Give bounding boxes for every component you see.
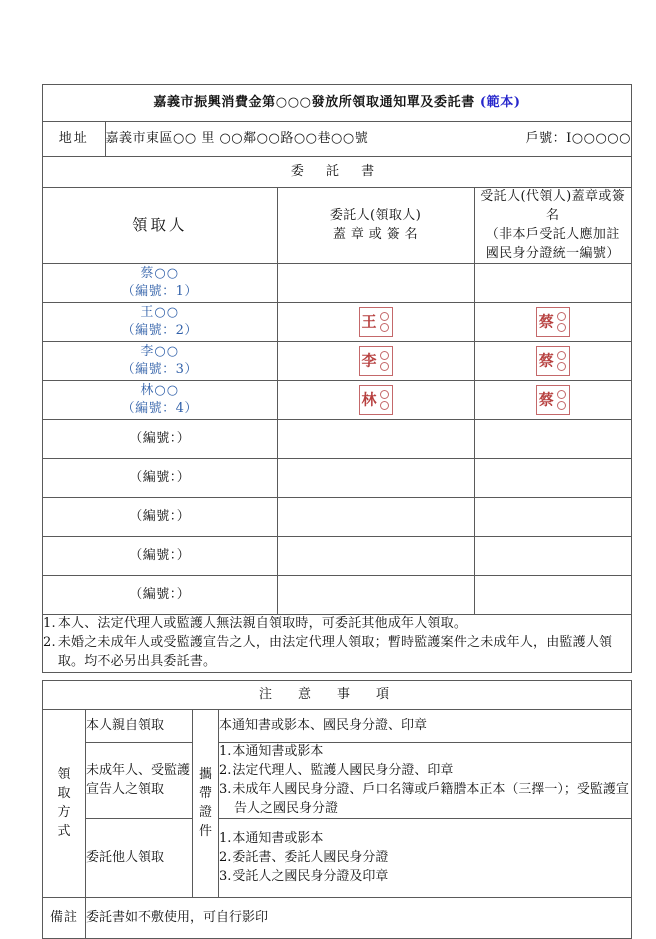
receiver-cell <box>43 498 277 537</box>
document-text: 本通知書或影本、國民身分證、印章 <box>219 717 428 733</box>
table-row <box>43 381 631 420</box>
receiver-id: （編號：） <box>129 469 191 485</box>
notice-row <box>43 819 632 898</box>
table-row <box>43 420 631 459</box>
receiver-cell <box>43 342 277 381</box>
document-text: 未成年人國民身分證、戶口名簿或戶籍謄本正本（三擇一）；受監護宣 <box>232 781 629 797</box>
seal-stamp <box>359 385 393 415</box>
documents-cell <box>219 743 632 819</box>
notice-rows <box>43 710 632 898</box>
receiver-name: 王○○ <box>140 304 180 320</box>
receiver-cell <box>43 264 277 303</box>
header-agent-line3: 國民身分證統一編號） <box>485 245 620 261</box>
title-sample-mark: (範本) <box>479 94 521 110</box>
document-number: 1. <box>219 831 232 847</box>
document-text: 本通知書或影本 <box>232 831 324 847</box>
seal-circle-icon <box>557 401 566 410</box>
documents-cell <box>219 819 632 898</box>
address-value: 嘉義市東區○○ 里 ○○鄰○○路○○巷○○號 <box>105 130 369 146</box>
document-line <box>219 849 631 868</box>
document-continuation: 告人之國民身分證 <box>234 800 339 816</box>
document-number: 1. <box>219 744 232 759</box>
documents-label-char: 件 <box>198 823 212 839</box>
document-line <box>219 830 631 849</box>
document-number: 3. <box>219 781 232 797</box>
receiver-name: 李○○ <box>140 343 180 359</box>
seal-circle-icon <box>380 312 389 321</box>
seal-character: 李 <box>361 351 377 370</box>
seal-stamp <box>359 307 393 337</box>
seal-character: 蔡 <box>538 390 554 409</box>
seal-circle-icon <box>557 323 566 332</box>
agent-seal-cell[interactable] <box>474 498 631 537</box>
receiver-id: （編號：） <box>129 508 191 524</box>
table-row <box>43 576 631 615</box>
header-agent-line1: 受託人(代領人)蓋章或簽名 <box>480 189 626 223</box>
document-text: 受託人之國民身分證及印章 <box>232 868 389 884</box>
receiver-cell <box>43 381 277 420</box>
principal-seal-cell[interactable] <box>277 303 474 342</box>
method-cell: 委託他人領取 <box>86 819 193 898</box>
notice-table <box>42 680 632 939</box>
agent-seal-cell[interactable] <box>474 576 631 615</box>
main-form-table <box>43 85 631 672</box>
table-row <box>43 264 631 303</box>
document-text: 委託書、委託人國民身分證 <box>232 849 389 865</box>
household-number: 戶號：I○○○○○ <box>525 130 631 146</box>
seal-circle-icon <box>380 323 389 332</box>
table-row <box>43 498 631 537</box>
agent-seal-cell[interactable] <box>474 537 631 576</box>
principal-seal-cell[interactable] <box>277 381 474 420</box>
seal-circle-icon <box>557 312 566 321</box>
agent-seal-cell[interactable] <box>474 381 631 420</box>
seal-circle-icon <box>557 362 566 371</box>
document-line <box>219 868 631 887</box>
title-text: 嘉義市振興消費金第○○○發放所領取通知單及委託書 <box>153 94 480 110</box>
note-number: 2. <box>43 635 56 651</box>
document-text: 法定代理人、監護人國民身分證、印章 <box>232 762 454 778</box>
method-cell: 未成年人、受監護宣告人之領取 <box>86 743 193 819</box>
principal-seal-cell[interactable] <box>277 264 474 303</box>
seal-circle-icon <box>380 390 389 399</box>
seal-stamp <box>536 346 570 376</box>
agent-seal-cell[interactable] <box>474 303 631 342</box>
principal-seal-cell[interactable] <box>277 342 474 381</box>
seal-circle-icon <box>380 401 389 410</box>
principal-seal-cell[interactable] <box>277 498 474 537</box>
receiver-cell <box>43 537 277 576</box>
receiver-cell <box>43 459 277 498</box>
notice-title: 注意事項 <box>43 681 632 710</box>
document-number: 2. <box>219 849 232 865</box>
notes-block <box>43 615 631 672</box>
documents-label-char: 攜 <box>198 767 212 782</box>
receiver-id: （編號：） <box>129 586 191 602</box>
document-number: 3. <box>219 868 232 884</box>
proxy-rows <box>43 264 631 615</box>
documents-label-char: 帶 <box>198 785 212 801</box>
note-number: 1. <box>43 616 56 632</box>
receiver-cell <box>43 420 277 459</box>
principal-seal-cell[interactable] <box>277 420 474 459</box>
seal-stamp <box>359 346 393 376</box>
notice-row <box>43 710 632 743</box>
receiver-name: 蔡○○ <box>140 265 180 281</box>
notice-title-row <box>43 681 632 710</box>
agent-seal-cell[interactable] <box>474 459 631 498</box>
document-line <box>219 762 631 781</box>
document-line <box>219 717 631 736</box>
remark-label: 備註 <box>43 898 86 939</box>
receiver-name: 林○○ <box>140 382 180 398</box>
receiver-id: （編號：4） <box>121 401 198 417</box>
method-label-char: 式 <box>57 823 71 839</box>
proxy-banner-row <box>43 157 631 188</box>
seal-character: 王 <box>361 312 377 331</box>
notice-row <box>43 743 632 819</box>
agent-seal-cell[interactable] <box>474 342 631 381</box>
principal-seal-cell[interactable] <box>277 537 474 576</box>
method-label-char: 取 <box>57 785 71 801</box>
method-label-char: 方 <box>57 804 71 820</box>
note-text: 本人、法定代理人或監護人無法親自領取時，可委託其他成年人領取。 <box>57 616 468 632</box>
document-line <box>219 743 631 762</box>
documents-cell <box>219 710 632 743</box>
receiver-id: （編號：2） <box>121 323 198 339</box>
header-principal-line2: 蓋 章 或 簽 名 <box>332 226 419 242</box>
proxy-header-row <box>43 188 631 264</box>
table-row <box>43 537 631 576</box>
documents-label-char: 證 <box>198 804 212 820</box>
method-label-char: 領 <box>57 767 71 782</box>
form-title <box>43 85 631 122</box>
receiver-id: （編號：） <box>129 430 191 446</box>
seal-stamp <box>536 385 570 415</box>
title-row <box>43 85 631 122</box>
receiver-id: （編號：1） <box>121 284 198 300</box>
table-row <box>43 459 631 498</box>
seal-circle-icon <box>380 362 389 371</box>
documents-label <box>193 710 219 898</box>
seal-circle-icon <box>557 390 566 399</box>
table-row <box>43 303 631 342</box>
seal-character: 蔡 <box>538 312 554 331</box>
principal-seal-cell[interactable] <box>277 576 474 615</box>
note-line <box>43 634 631 672</box>
seal-character: 蔡 <box>538 351 554 370</box>
seal-character: 林 <box>361 390 377 409</box>
seal-stamp <box>536 307 570 337</box>
header-receiver-label: 領取人 <box>131 216 188 235</box>
receiver-id: （編號：） <box>129 547 191 563</box>
method-cell: 本人親自領取 <box>86 710 193 743</box>
receiver-id: （編號：3） <box>121 362 198 378</box>
table-row <box>43 342 631 381</box>
note-line <box>43 615 631 634</box>
receiver-cell <box>43 303 277 342</box>
remark-text: 委託書如不敷使用，可自行影印 <box>86 898 632 939</box>
document-number: 2. <box>219 762 232 778</box>
document-sheet <box>42 84 632 673</box>
principal-seal-cell[interactable] <box>277 459 474 498</box>
header-agent-line2: （非本戶受託人應加註 <box>485 226 620 242</box>
header-receiver <box>43 188 277 264</box>
address-label: 地址 <box>43 122 105 157</box>
seal-circle-icon <box>380 351 389 360</box>
method-label <box>43 710 86 898</box>
seal-circle-icon <box>557 351 566 360</box>
header-principal <box>277 188 474 264</box>
address-body <box>105 122 631 157</box>
address-row <box>43 122 631 157</box>
receiver-cell <box>43 576 277 615</box>
notes-row <box>43 615 631 672</box>
note-text: 未婚之未成年人或受監護宣告之人，由法定代理人領取；暫時監護案件之未成年人，由監護人領取。均不必另出具委託書。 <box>57 635 613 670</box>
header-principal-line1: 委託人(領取人) <box>329 207 422 223</box>
agent-seal-cell[interactable] <box>474 420 631 459</box>
remark-row <box>43 898 632 939</box>
proxy-banner: 委 託 書 <box>43 157 631 188</box>
header-agent <box>474 188 631 264</box>
document-line <box>219 781 631 800</box>
notice-sheet <box>42 680 632 939</box>
agent-seal-cell[interactable] <box>474 264 631 303</box>
document-text: 本通知書或影本 <box>232 744 324 759</box>
